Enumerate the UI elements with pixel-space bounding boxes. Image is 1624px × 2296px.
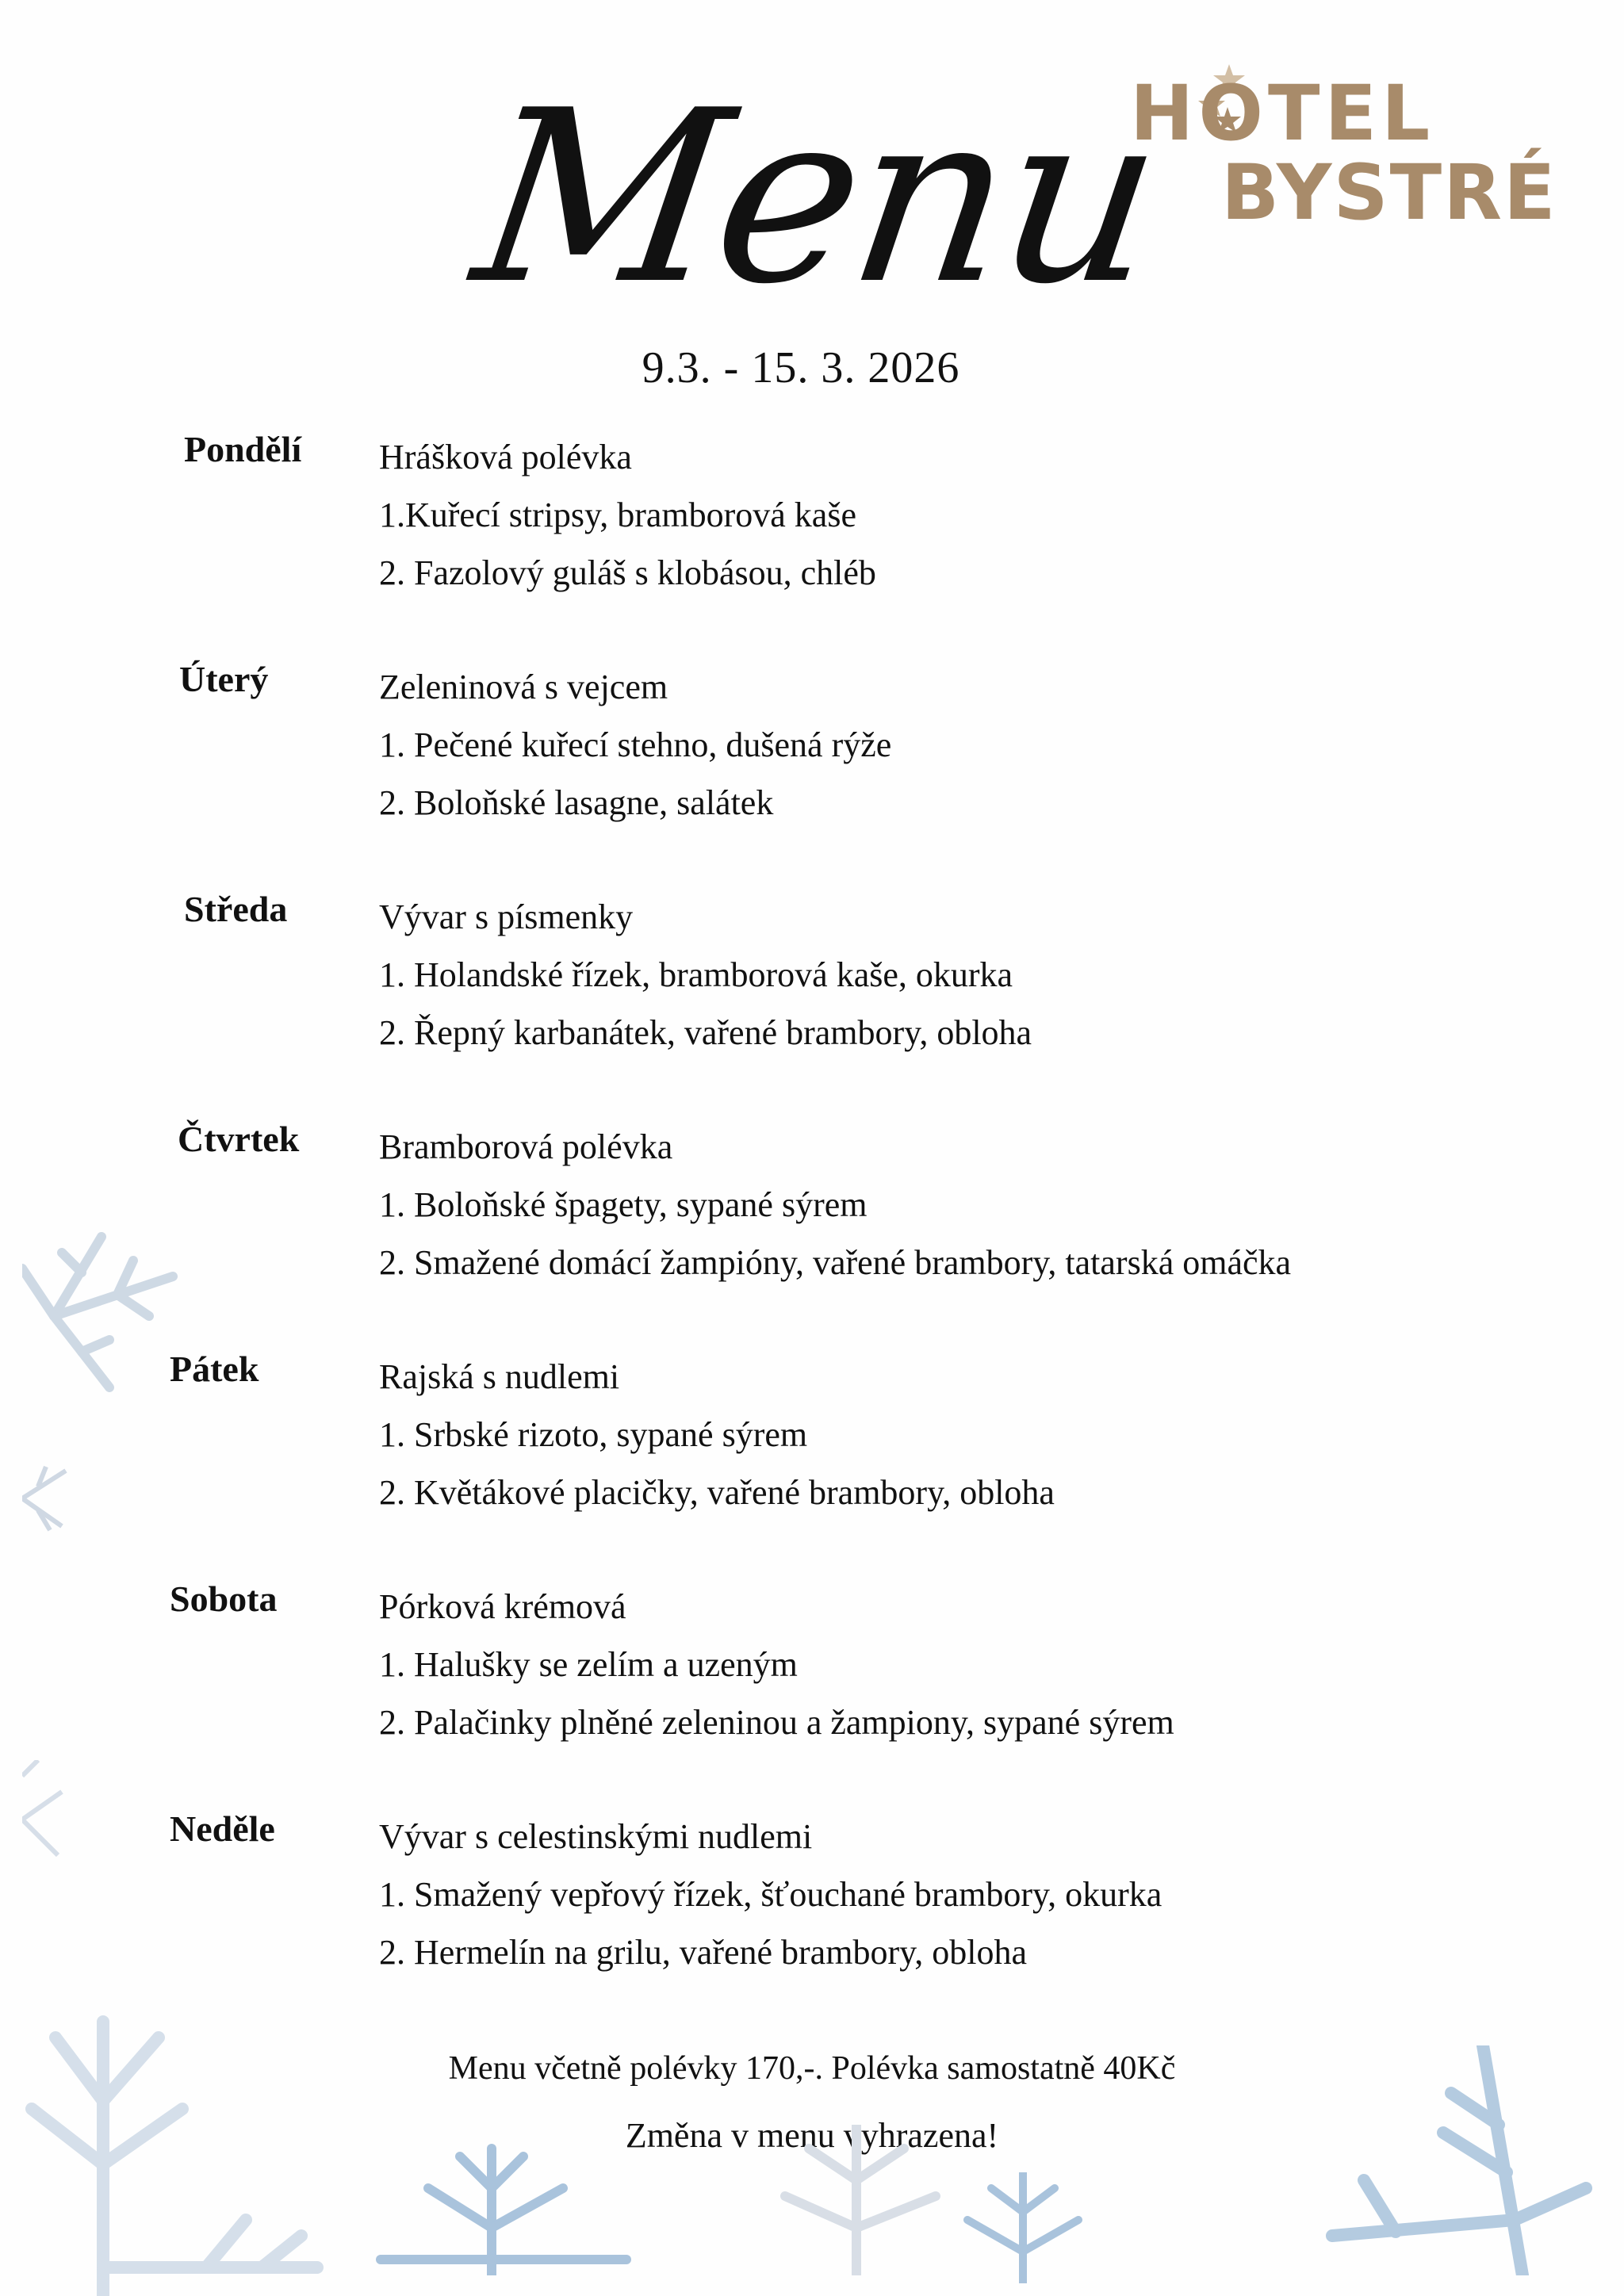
day-name: Úterý bbox=[179, 659, 269, 699]
dish-list bbox=[379, 1578, 1174, 1751]
bottom-center-snowflake-icon bbox=[761, 2125, 959, 2275]
main-dish-1: 1.Kuřecí stripsy, bramborová kaše bbox=[379, 496, 856, 534]
change-reserved-note: Změna v menu vyhrazena! bbox=[625, 2116, 999, 2155]
main-dish-1: 1. Smažený vepřový řízek, šťouchané brambory, okurka bbox=[379, 1875, 1162, 1914]
soup: Vývar s písmenky bbox=[379, 897, 634, 936]
soup: Pórková krémová bbox=[379, 1587, 626, 1626]
hotel-logo bbox=[1126, 69, 1570, 237]
main-dish-1: 1. Boloňské špagety, sypané sýrem bbox=[379, 1185, 868, 1224]
soup: Rajská s nudlemi bbox=[379, 1357, 620, 1396]
day-friday bbox=[0, 1348, 1624, 1578]
main-dish-2: 2. Boloňské lasagne, salátek bbox=[379, 783, 774, 822]
day-name: Středa bbox=[184, 889, 288, 929]
main-dish-2: 2. Palačinky plněné zeleninou a žampiony, sypané sýrem bbox=[379, 1703, 1174, 1742]
bottom-right-snowflake-icon bbox=[1237, 2045, 1594, 2275]
day-name: Pondělí bbox=[184, 429, 302, 469]
day-wednesday bbox=[0, 888, 1624, 1118]
main-dish-1: 1. Pečené kuřecí stehno, dušená rýže bbox=[379, 725, 892, 764]
main-dish-1: 1. Holandské řízek, bramborová kaše, okurka bbox=[379, 955, 1013, 994]
date-range: 9.3. - 15. 3. 2026 bbox=[642, 343, 960, 392]
weekly-menu bbox=[0, 428, 1624, 2038]
day-name: Neděle bbox=[170, 1808, 275, 1849]
menu-script-title: Menu bbox=[461, 59, 1173, 336]
logo-line1: HOTEL bbox=[1130, 69, 1435, 158]
day-name: Čtvrtek bbox=[178, 1119, 300, 1159]
dish-list bbox=[379, 428, 876, 602]
bottom-fern2-snowflake-icon bbox=[952, 2172, 1094, 2283]
day-tuesday bbox=[0, 658, 1624, 888]
dish-list bbox=[379, 1118, 1291, 1292]
day-name: Sobota bbox=[170, 1578, 278, 1619]
soup: Vývar s celestinskými nudlemi bbox=[379, 1817, 813, 1856]
day-sunday bbox=[0, 1808, 1624, 2038]
main-dish-2: 2. Květákové placičky, vařené brambory, obloha bbox=[379, 1473, 1055, 1512]
soup: Bramborová polévka bbox=[379, 1127, 673, 1166]
small-snowflake-icon bbox=[22, 1455, 70, 1542]
soup: Hrášková polévka bbox=[379, 438, 632, 476]
dish-list bbox=[379, 888, 1032, 1062]
dish-list bbox=[379, 1808, 1162, 1981]
day-monday bbox=[0, 428, 1624, 658]
day-saturday bbox=[0, 1578, 1624, 1808]
bottom-left-snowflake-icon bbox=[0, 2006, 333, 2296]
day-name: Pátek bbox=[170, 1349, 259, 1389]
price-note: Menu včetně polévky 170,-. Polévka samostatně 40Kč bbox=[448, 2050, 1176, 2087]
edge-snowflake-icon bbox=[22, 1760, 70, 1879]
dish-list bbox=[379, 658, 891, 832]
main-dish-1: 1. Halušky se zelím a uzeným bbox=[379, 1645, 798, 1684]
snowflake-icon bbox=[22, 1205, 181, 1395]
main-dish-2: 2. Řepný karbanátek, vařené brambory, obloha bbox=[379, 1013, 1032, 1052]
main-dish-2: 2. Hermelín na grilu, vařené brambory, obloha bbox=[379, 1933, 1027, 1972]
main-dish-2: 2. Fazolový guláš s klobásou, chléb bbox=[379, 553, 876, 592]
logo-line2: BYSTRÉ bbox=[1221, 148, 1557, 237]
main-dish-2: 2. Smažené domácí žampióny, vařené brambory, tatarská omáčka bbox=[379, 1243, 1292, 1282]
main-dish-1: 1. Srbské rizoto, sypané sýrem bbox=[379, 1415, 808, 1454]
bottom-fern-snowflake-icon bbox=[373, 2141, 634, 2275]
day-thursday bbox=[0, 1118, 1624, 1348]
dish-list bbox=[379, 1348, 1055, 1521]
soup: Zeleninová s vejcem bbox=[379, 668, 668, 706]
